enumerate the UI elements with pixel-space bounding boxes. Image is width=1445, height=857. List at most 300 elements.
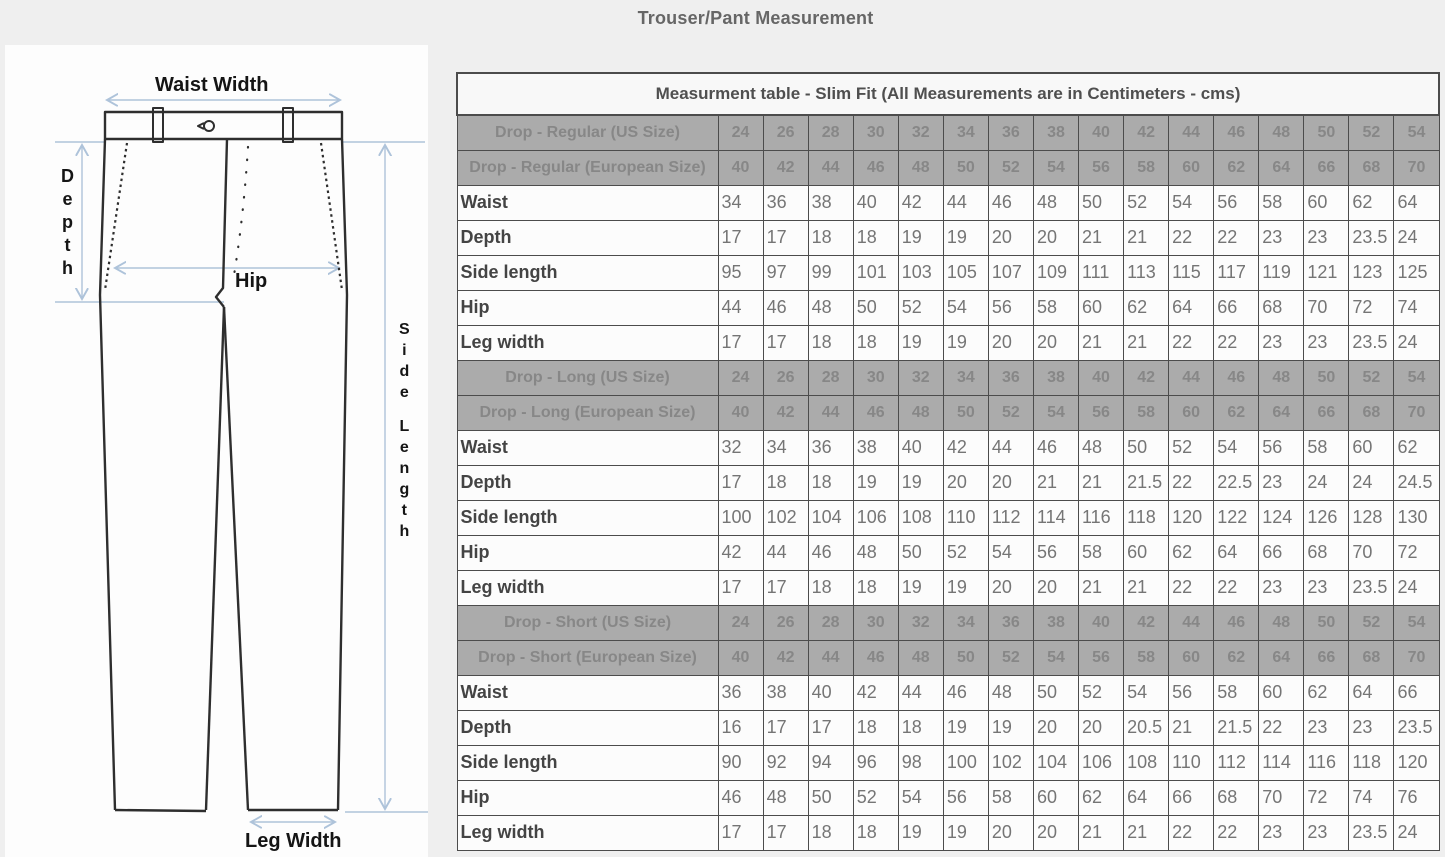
measurement-row bbox=[457, 255, 1439, 290]
value-cell: 68 bbox=[1259, 290, 1304, 325]
value-cell: 64 bbox=[1124, 780, 1169, 815]
row-label: Drop - Long (US Size) bbox=[457, 360, 718, 395]
value-cell: 103 bbox=[898, 255, 943, 290]
row-label: Depth bbox=[457, 220, 718, 255]
size-cell: 46 bbox=[1214, 360, 1259, 395]
size-cell: 68 bbox=[1349, 395, 1394, 430]
table-body bbox=[457, 115, 1439, 850]
measurement-row bbox=[457, 185, 1439, 220]
value-cell: 17 bbox=[808, 710, 853, 745]
value-cell: 40 bbox=[808, 675, 853, 710]
value-cell: 50 bbox=[1124, 430, 1169, 465]
value-cell: 21 bbox=[1124, 325, 1169, 360]
depth-label: D e p t h bbox=[61, 166, 74, 278]
value-cell: 21 bbox=[1033, 465, 1078, 500]
value-cell: 94 bbox=[808, 745, 853, 780]
value-cell: 100 bbox=[718, 500, 763, 535]
value-cell: 106 bbox=[1079, 745, 1124, 780]
value-cell: 24 bbox=[1394, 570, 1439, 605]
value-cell: 60 bbox=[1349, 430, 1394, 465]
value-cell: 24 bbox=[1304, 465, 1349, 500]
value-cell: 23 bbox=[1259, 465, 1304, 500]
measurement-row bbox=[457, 325, 1439, 360]
value-cell: 18 bbox=[853, 815, 898, 850]
size-cell: 34 bbox=[943, 360, 988, 395]
value-cell: 34 bbox=[718, 185, 763, 220]
value-cell: 23 bbox=[1304, 325, 1349, 360]
size-header-row bbox=[457, 640, 1439, 675]
value-cell: 56 bbox=[1214, 185, 1259, 220]
size-cell: 42 bbox=[763, 395, 808, 430]
size-cell: 42 bbox=[1124, 360, 1169, 395]
value-cell: 110 bbox=[1169, 745, 1214, 780]
size-cell: 28 bbox=[808, 360, 853, 395]
size-cell: 46 bbox=[853, 150, 898, 185]
size-cell: 40 bbox=[718, 395, 763, 430]
size-cell: 50 bbox=[943, 150, 988, 185]
value-cell: 22 bbox=[1259, 710, 1304, 745]
size-cell: 28 bbox=[808, 115, 853, 150]
size-cell: 40 bbox=[718, 640, 763, 675]
size-cell: 42 bbox=[1124, 115, 1169, 150]
size-cell: 40 bbox=[1079, 115, 1124, 150]
size-cell: 36 bbox=[988, 360, 1033, 395]
waist-button bbox=[204, 121, 214, 131]
value-cell: 20 bbox=[988, 325, 1033, 360]
value-cell: 120 bbox=[1169, 500, 1214, 535]
row-label: Side length bbox=[457, 745, 718, 780]
size-cell: 54 bbox=[1033, 640, 1078, 675]
value-cell: 56 bbox=[943, 780, 988, 815]
value-cell: 48 bbox=[808, 290, 853, 325]
value-cell: 102 bbox=[763, 500, 808, 535]
row-label: Hip bbox=[457, 780, 718, 815]
value-cell: 124 bbox=[1259, 500, 1304, 535]
size-cell: 50 bbox=[1304, 360, 1349, 395]
value-cell: 17 bbox=[718, 220, 763, 255]
value-cell: 34 bbox=[763, 430, 808, 465]
value-cell: 114 bbox=[1033, 500, 1078, 535]
value-cell: 18 bbox=[763, 465, 808, 500]
value-cell: 24.5 bbox=[1394, 465, 1439, 500]
value-cell: 96 bbox=[853, 745, 898, 780]
value-cell: 52 bbox=[853, 780, 898, 815]
size-cell: 66 bbox=[1304, 640, 1349, 675]
value-cell: 23.5 bbox=[1349, 220, 1394, 255]
value-cell: 21 bbox=[1124, 220, 1169, 255]
value-cell: 24 bbox=[1394, 815, 1439, 850]
value-cell: 21 bbox=[1079, 325, 1124, 360]
value-cell: 50 bbox=[808, 780, 853, 815]
size-cell: 50 bbox=[1304, 115, 1349, 150]
value-cell: 46 bbox=[718, 780, 763, 815]
row-label: Waist bbox=[457, 185, 718, 220]
value-cell: 17 bbox=[763, 815, 808, 850]
value-cell: 18 bbox=[808, 220, 853, 255]
size-cell: 40 bbox=[1079, 360, 1124, 395]
size-cell: 44 bbox=[808, 150, 853, 185]
right-inseam bbox=[224, 307, 248, 810]
value-cell: 54 bbox=[988, 535, 1033, 570]
value-cell: 60 bbox=[1304, 185, 1349, 220]
value-cell: 18 bbox=[808, 570, 853, 605]
value-cell: 108 bbox=[1124, 745, 1169, 780]
value-cell: 56 bbox=[1033, 535, 1078, 570]
size-cell: 44 bbox=[808, 640, 853, 675]
size-cell: 48 bbox=[1259, 605, 1304, 640]
size-header-row bbox=[457, 605, 1439, 640]
measurement-row bbox=[457, 675, 1439, 710]
value-cell: 66 bbox=[1214, 290, 1259, 325]
size-cell: 56 bbox=[1079, 150, 1124, 185]
size-cell: 62 bbox=[1214, 395, 1259, 430]
waistband bbox=[105, 112, 342, 139]
value-cell: 23 bbox=[1304, 570, 1349, 605]
value-cell: 19 bbox=[898, 570, 943, 605]
value-cell: 106 bbox=[853, 500, 898, 535]
size-cell: 52 bbox=[988, 150, 1033, 185]
value-cell: 20 bbox=[988, 465, 1033, 500]
size-cell: 42 bbox=[763, 640, 808, 675]
value-cell: 18 bbox=[808, 815, 853, 850]
measurement-row bbox=[457, 780, 1439, 815]
size-cell: 38 bbox=[1033, 605, 1078, 640]
value-cell: 62 bbox=[1079, 780, 1124, 815]
trouser-outline bbox=[100, 108, 347, 811]
size-cell: 26 bbox=[763, 360, 808, 395]
value-cell: 70 bbox=[1304, 290, 1349, 325]
value-cell: 64 bbox=[1214, 535, 1259, 570]
value-cell: 54 bbox=[898, 780, 943, 815]
value-cell: 97 bbox=[763, 255, 808, 290]
measurement-row bbox=[457, 430, 1439, 465]
value-cell: 16 bbox=[718, 710, 763, 745]
value-cell: 22.5 bbox=[1214, 465, 1259, 500]
size-cell: 30 bbox=[853, 360, 898, 395]
value-cell: 74 bbox=[1394, 290, 1439, 325]
value-cell: 117 bbox=[1214, 255, 1259, 290]
fly-line bbox=[216, 139, 227, 307]
value-cell: 44 bbox=[763, 535, 808, 570]
row-label: Depth bbox=[457, 465, 718, 500]
value-cell: 23.5 bbox=[1394, 710, 1439, 745]
value-cell: 48 bbox=[763, 780, 808, 815]
value-cell: 19 bbox=[943, 570, 988, 605]
value-cell: 108 bbox=[898, 500, 943, 535]
value-cell: 20 bbox=[1033, 570, 1078, 605]
size-cell: 64 bbox=[1259, 150, 1304, 185]
value-cell: 62 bbox=[1124, 290, 1169, 325]
value-cell: 100 bbox=[943, 745, 988, 780]
value-cell: 17 bbox=[763, 220, 808, 255]
size-cell: 50 bbox=[1304, 605, 1349, 640]
value-cell: 46 bbox=[1033, 430, 1078, 465]
size-cell: 46 bbox=[853, 395, 898, 430]
size-cell: 24 bbox=[718, 115, 763, 150]
left-hem bbox=[115, 810, 206, 811]
size-cell: 58 bbox=[1124, 150, 1169, 185]
value-cell: 18 bbox=[808, 465, 853, 500]
value-cell: 19 bbox=[943, 710, 988, 745]
value-cell: 115 bbox=[1169, 255, 1214, 290]
value-cell: 40 bbox=[853, 185, 898, 220]
hip-label: Hip bbox=[235, 270, 268, 292]
value-cell: 21 bbox=[1124, 815, 1169, 850]
size-cell: 56 bbox=[1079, 395, 1124, 430]
value-cell: 54 bbox=[943, 290, 988, 325]
value-cell: 56 bbox=[988, 290, 1033, 325]
size-cell: 52 bbox=[1349, 605, 1394, 640]
value-cell: 46 bbox=[808, 535, 853, 570]
value-cell: 66 bbox=[1169, 780, 1214, 815]
value-cell: 20 bbox=[1033, 815, 1078, 850]
size-cell: 48 bbox=[898, 150, 943, 185]
value-cell: 70 bbox=[1349, 535, 1394, 570]
value-cell: 58 bbox=[1304, 430, 1349, 465]
value-cell: 44 bbox=[988, 430, 1033, 465]
value-cell: 24 bbox=[1349, 465, 1394, 500]
value-cell: 58 bbox=[1214, 675, 1259, 710]
value-cell: 20 bbox=[988, 570, 1033, 605]
value-cell: 23.5 bbox=[1349, 325, 1394, 360]
measurement-row bbox=[457, 535, 1439, 570]
value-cell: 18 bbox=[898, 710, 943, 745]
value-cell: 44 bbox=[898, 675, 943, 710]
value-cell: 23 bbox=[1259, 220, 1304, 255]
value-cell: 118 bbox=[1349, 745, 1394, 780]
value-cell: 72 bbox=[1349, 290, 1394, 325]
value-cell: 21 bbox=[1079, 815, 1124, 850]
value-cell: 66 bbox=[1259, 535, 1304, 570]
value-cell: 22 bbox=[1214, 325, 1259, 360]
value-cell: 98 bbox=[898, 745, 943, 780]
row-label: Waist bbox=[457, 675, 718, 710]
value-cell: 111 bbox=[1079, 255, 1124, 290]
size-cell: 62 bbox=[1214, 640, 1259, 675]
waist-width-label: Waist Width bbox=[155, 74, 269, 96]
row-label: Leg width bbox=[457, 570, 718, 605]
value-cell: 58 bbox=[1033, 290, 1078, 325]
size-cell: 68 bbox=[1349, 640, 1394, 675]
value-cell: 119 bbox=[1259, 255, 1304, 290]
value-cell: 44 bbox=[943, 185, 988, 220]
value-cell: 20 bbox=[1079, 710, 1124, 745]
value-cell: 24 bbox=[1394, 220, 1439, 255]
value-cell: 42 bbox=[943, 430, 988, 465]
value-cell: 19 bbox=[943, 220, 988, 255]
value-cell: 60 bbox=[1033, 780, 1078, 815]
value-cell: 44 bbox=[718, 290, 763, 325]
size-cell: 64 bbox=[1259, 395, 1304, 430]
value-cell: 113 bbox=[1124, 255, 1169, 290]
size-cell: 26 bbox=[763, 605, 808, 640]
value-cell: 18 bbox=[853, 570, 898, 605]
page-title: Trouser/Pant Measurement bbox=[637, 8, 874, 28]
left-inseam bbox=[206, 307, 224, 810]
value-cell: 46 bbox=[988, 185, 1033, 220]
value-cell: 17 bbox=[718, 570, 763, 605]
value-cell: 64 bbox=[1169, 290, 1214, 325]
size-cell: 58 bbox=[1124, 640, 1169, 675]
value-cell: 22 bbox=[1169, 570, 1214, 605]
value-cell: 18 bbox=[808, 325, 853, 360]
size-cell: 70 bbox=[1394, 395, 1439, 430]
value-cell: 42 bbox=[718, 535, 763, 570]
value-cell: 107 bbox=[988, 255, 1033, 290]
value-cell: 58 bbox=[1259, 185, 1304, 220]
value-cell: 20 bbox=[988, 220, 1033, 255]
row-label: Drop - Short (European Size) bbox=[457, 640, 718, 675]
value-cell: 38 bbox=[853, 430, 898, 465]
size-cell: 30 bbox=[853, 115, 898, 150]
table-title-row bbox=[457, 73, 1439, 115]
row-label: Side length bbox=[457, 500, 718, 535]
value-cell: 62 bbox=[1394, 430, 1439, 465]
trouser-diagram bbox=[5, 45, 428, 857]
size-cell: 40 bbox=[1079, 605, 1124, 640]
value-cell: 20 bbox=[1033, 710, 1078, 745]
value-cell: 17 bbox=[763, 325, 808, 360]
size-cell: 38 bbox=[1033, 115, 1078, 150]
size-cell: 60 bbox=[1169, 395, 1214, 430]
value-cell: 122 bbox=[1214, 500, 1259, 535]
value-cell: 114 bbox=[1259, 745, 1304, 780]
value-cell: 19 bbox=[898, 815, 943, 850]
value-cell: 19 bbox=[943, 815, 988, 850]
measurement-row bbox=[457, 500, 1439, 535]
row-label: Drop - Short (US Size) bbox=[457, 605, 718, 640]
value-cell: 19 bbox=[853, 465, 898, 500]
value-cell: 48 bbox=[1079, 430, 1124, 465]
value-cell: 23 bbox=[1259, 325, 1304, 360]
size-cell: 36 bbox=[988, 605, 1033, 640]
size-cell: 24 bbox=[718, 605, 763, 640]
value-cell: 22 bbox=[1169, 325, 1214, 360]
value-cell: 20 bbox=[1033, 220, 1078, 255]
value-cell: 23.5 bbox=[1349, 815, 1394, 850]
value-cell: 130 bbox=[1394, 500, 1439, 535]
size-cell: 46 bbox=[1214, 115, 1259, 150]
value-cell: 19 bbox=[988, 710, 1033, 745]
value-cell: 23 bbox=[1304, 220, 1349, 255]
size-cell: 26 bbox=[763, 115, 808, 150]
value-cell: 32 bbox=[718, 430, 763, 465]
row-label: Leg width bbox=[457, 325, 718, 360]
value-cell: 36 bbox=[808, 430, 853, 465]
size-cell: 32 bbox=[898, 115, 943, 150]
value-cell: 17 bbox=[718, 465, 763, 500]
size-header-row bbox=[457, 150, 1439, 185]
size-cell: 50 bbox=[943, 395, 988, 430]
size-cell: 70 bbox=[1394, 640, 1439, 675]
value-cell: 21 bbox=[1079, 570, 1124, 605]
value-cell: 18 bbox=[853, 325, 898, 360]
size-cell: 52 bbox=[988, 395, 1033, 430]
value-cell: 56 bbox=[1169, 675, 1214, 710]
size-header-row bbox=[457, 395, 1439, 430]
value-cell: 46 bbox=[943, 675, 988, 710]
size-cell: 36 bbox=[988, 115, 1033, 150]
value-cell: 60 bbox=[1259, 675, 1304, 710]
row-label: Hip bbox=[457, 290, 718, 325]
value-cell: 64 bbox=[1394, 185, 1439, 220]
measurement-row bbox=[457, 220, 1439, 255]
size-cell: 48 bbox=[898, 640, 943, 675]
table-title: Measurment table - Slim Fit (All Measurements are in Centimeters - cms) bbox=[457, 73, 1439, 115]
value-cell: 19 bbox=[943, 325, 988, 360]
value-cell: 42 bbox=[853, 675, 898, 710]
value-cell: 38 bbox=[763, 675, 808, 710]
size-cell: 28 bbox=[808, 605, 853, 640]
row-label: Waist bbox=[457, 430, 718, 465]
value-cell: 21.5 bbox=[1214, 710, 1259, 745]
value-cell: 118 bbox=[1124, 500, 1169, 535]
size-cell: 40 bbox=[718, 150, 763, 185]
measurement-row bbox=[457, 815, 1439, 850]
value-cell: 50 bbox=[853, 290, 898, 325]
size-cell: 30 bbox=[853, 605, 898, 640]
value-cell: 70 bbox=[1259, 780, 1304, 815]
value-cell: 68 bbox=[1304, 535, 1349, 570]
measurement-row bbox=[457, 710, 1439, 745]
value-cell: 104 bbox=[1033, 745, 1078, 780]
value-cell: 17 bbox=[718, 815, 763, 850]
value-cell: 72 bbox=[1304, 780, 1349, 815]
size-cell: 48 bbox=[898, 395, 943, 430]
leg-width-label: Leg Width bbox=[245, 830, 342, 852]
row-label: Drop - Regular (European Size) bbox=[457, 150, 718, 185]
size-cell: 54 bbox=[1394, 605, 1439, 640]
value-cell: 48 bbox=[988, 675, 1033, 710]
size-cell: 52 bbox=[988, 640, 1033, 675]
value-cell: 116 bbox=[1304, 745, 1349, 780]
size-cell: 66 bbox=[1304, 150, 1349, 185]
size-cell: 54 bbox=[1033, 150, 1078, 185]
value-cell: 50 bbox=[898, 535, 943, 570]
value-cell: 20 bbox=[988, 815, 1033, 850]
value-cell: 123 bbox=[1349, 255, 1394, 290]
value-cell: 121 bbox=[1304, 255, 1349, 290]
value-cell: 20.5 bbox=[1124, 710, 1169, 745]
size-cell: 48 bbox=[1259, 115, 1304, 150]
size-cell: 70 bbox=[1394, 150, 1439, 185]
value-cell: 105 bbox=[943, 255, 988, 290]
size-cell: 58 bbox=[1124, 395, 1169, 430]
size-cell: 44 bbox=[1169, 360, 1214, 395]
size-cell: 60 bbox=[1169, 640, 1214, 675]
row-label: Depth bbox=[457, 710, 718, 745]
measurement-row bbox=[457, 745, 1439, 780]
measurement-row bbox=[457, 290, 1439, 325]
value-cell: 76 bbox=[1394, 780, 1439, 815]
value-cell: 46 bbox=[763, 290, 808, 325]
value-cell: 64 bbox=[1349, 675, 1394, 710]
value-cell: 36 bbox=[763, 185, 808, 220]
value-cell: 60 bbox=[1124, 535, 1169, 570]
size-header-row bbox=[457, 115, 1439, 150]
size-cell: 52 bbox=[1349, 115, 1394, 150]
value-cell: 21 bbox=[1124, 570, 1169, 605]
value-cell: 101 bbox=[853, 255, 898, 290]
value-cell: 54 bbox=[1169, 185, 1214, 220]
value-cell: 54 bbox=[1124, 675, 1169, 710]
size-cell: 48 bbox=[1259, 360, 1304, 395]
value-cell: 17 bbox=[763, 710, 808, 745]
value-cell: 74 bbox=[1349, 780, 1394, 815]
size-cell: 44 bbox=[808, 395, 853, 430]
value-cell: 19 bbox=[898, 465, 943, 500]
value-cell: 21.5 bbox=[1124, 465, 1169, 500]
